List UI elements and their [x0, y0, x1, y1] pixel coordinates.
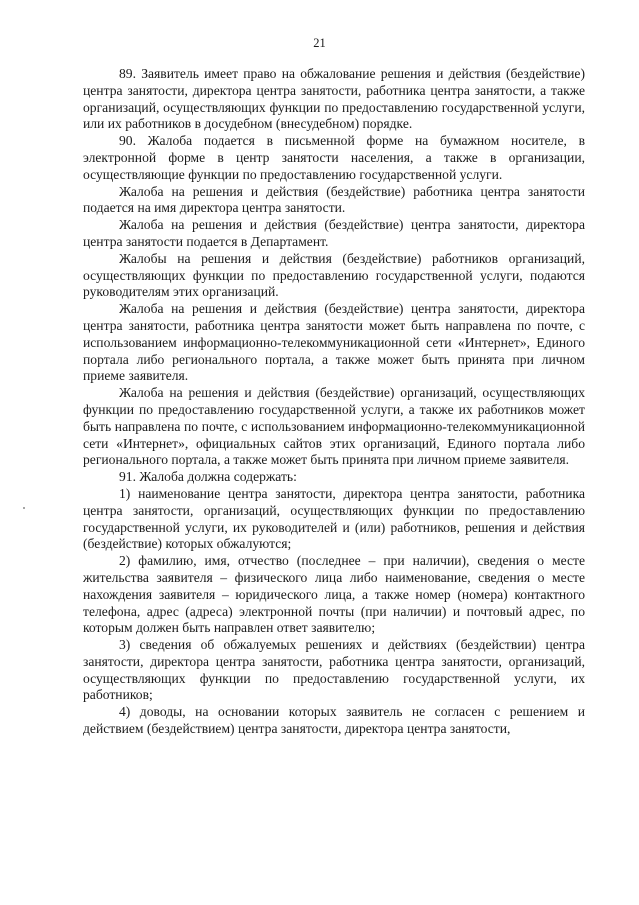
paragraph-complaint-channels-center: Жалоба на решения и действия (бездействие) центра занятости, директора центра занятости, работника центра занятости может быть направлена по почте, с использованием информационно-телекоммуникационной сети «Интернет», Единого портала либо регионального портала, а также может быть принята при личном приеме заявителя. — [83, 301, 585, 384]
paragraph-complaint-channels-organizations: Жалоба на решения и действия (бездействие) организаций, осуществляющих функции по предоставлению государственной услуги, а также их работников может быть направлена по почте, с использованием информационно-телекоммуникационной сети «Интернет», официальных сайтов этих организаций, Единого портала либо регионального портала, а также может быть принята при личном приеме заявителя. — [83, 385, 585, 468]
paragraph-complaint-center: Жалоба на решения и действия (бездействие) центра занятости, директора центра занятости подается в Департамент. — [83, 217, 585, 249]
list-item-1: 1) наименование центра занятости, директора центра занятости, работника центра занятости, организаций, осуществляющих функции по предоставлению государственной услуги, их руководителей и (или) работников, решения и действия (бездействие) которых обжалуются; — [83, 485, 585, 552]
paragraph-91: 91. Жалоба должна содержать: — [119, 469, 297, 485]
scan-artifact-dot — [23, 507, 25, 509]
paragraph-complaint-organizations: Жалобы на решения и действия (бездействие) работников организаций, осуществляющих функции по предоставлению государственной услуги, подаются руководителям этих организаций. — [83, 250, 585, 300]
document-body — [83, 66, 585, 738]
list-item-4: 4) доводы, на основании которых заявитель не согласен с решением и действием (бездействием) центра занятости, директора центра занятости, — [83, 704, 585, 737]
paragraph-90: 90. Жалоба подается в письменной форме на бумажном носителе, в электронной форме в центр занятости населения, а также в организации, осуществляющие функции по предоставлению государственной услуги. — [83, 133, 585, 182]
list-item-3: 3) сведения об обжалуемых решениях и действиях (бездействии) центра занятости, директора центра занятости, работника центра занятости, организаций, осуществляющих функции по предоставлению государственной услуги, их работников; — [83, 637, 585, 703]
page-number: 21 — [313, 36, 326, 50]
list-item-2: 2) фамилию, имя, отчество (последнее – при наличии), сведения о месте жительства заявителя – физического лица либо наименование, сведения о месте нахождения заявителя – юридического лица, а также номер (номера) контактного телефона, адрес (адреса) электронной почты (при наличии) и почтовый адрес, по которым должен быть направлен ответ заявителю; — [83, 553, 585, 636]
paragraph-complaint-employee: Жалоба на решения и действия (бездействие) работника центра занятости подается на имя директора центра занятости. — [83, 183, 585, 216]
paragraph-89: 89. Заявитель имеет право на обжалование решения и действия (бездействие) центра занятости, директора центра занятости, работника центра занятости, а также организаций, осуществляющих функции по предоставлению государственной услуги, или их работников в досудебном (внесудебном) порядке. — [83, 66, 585, 132]
